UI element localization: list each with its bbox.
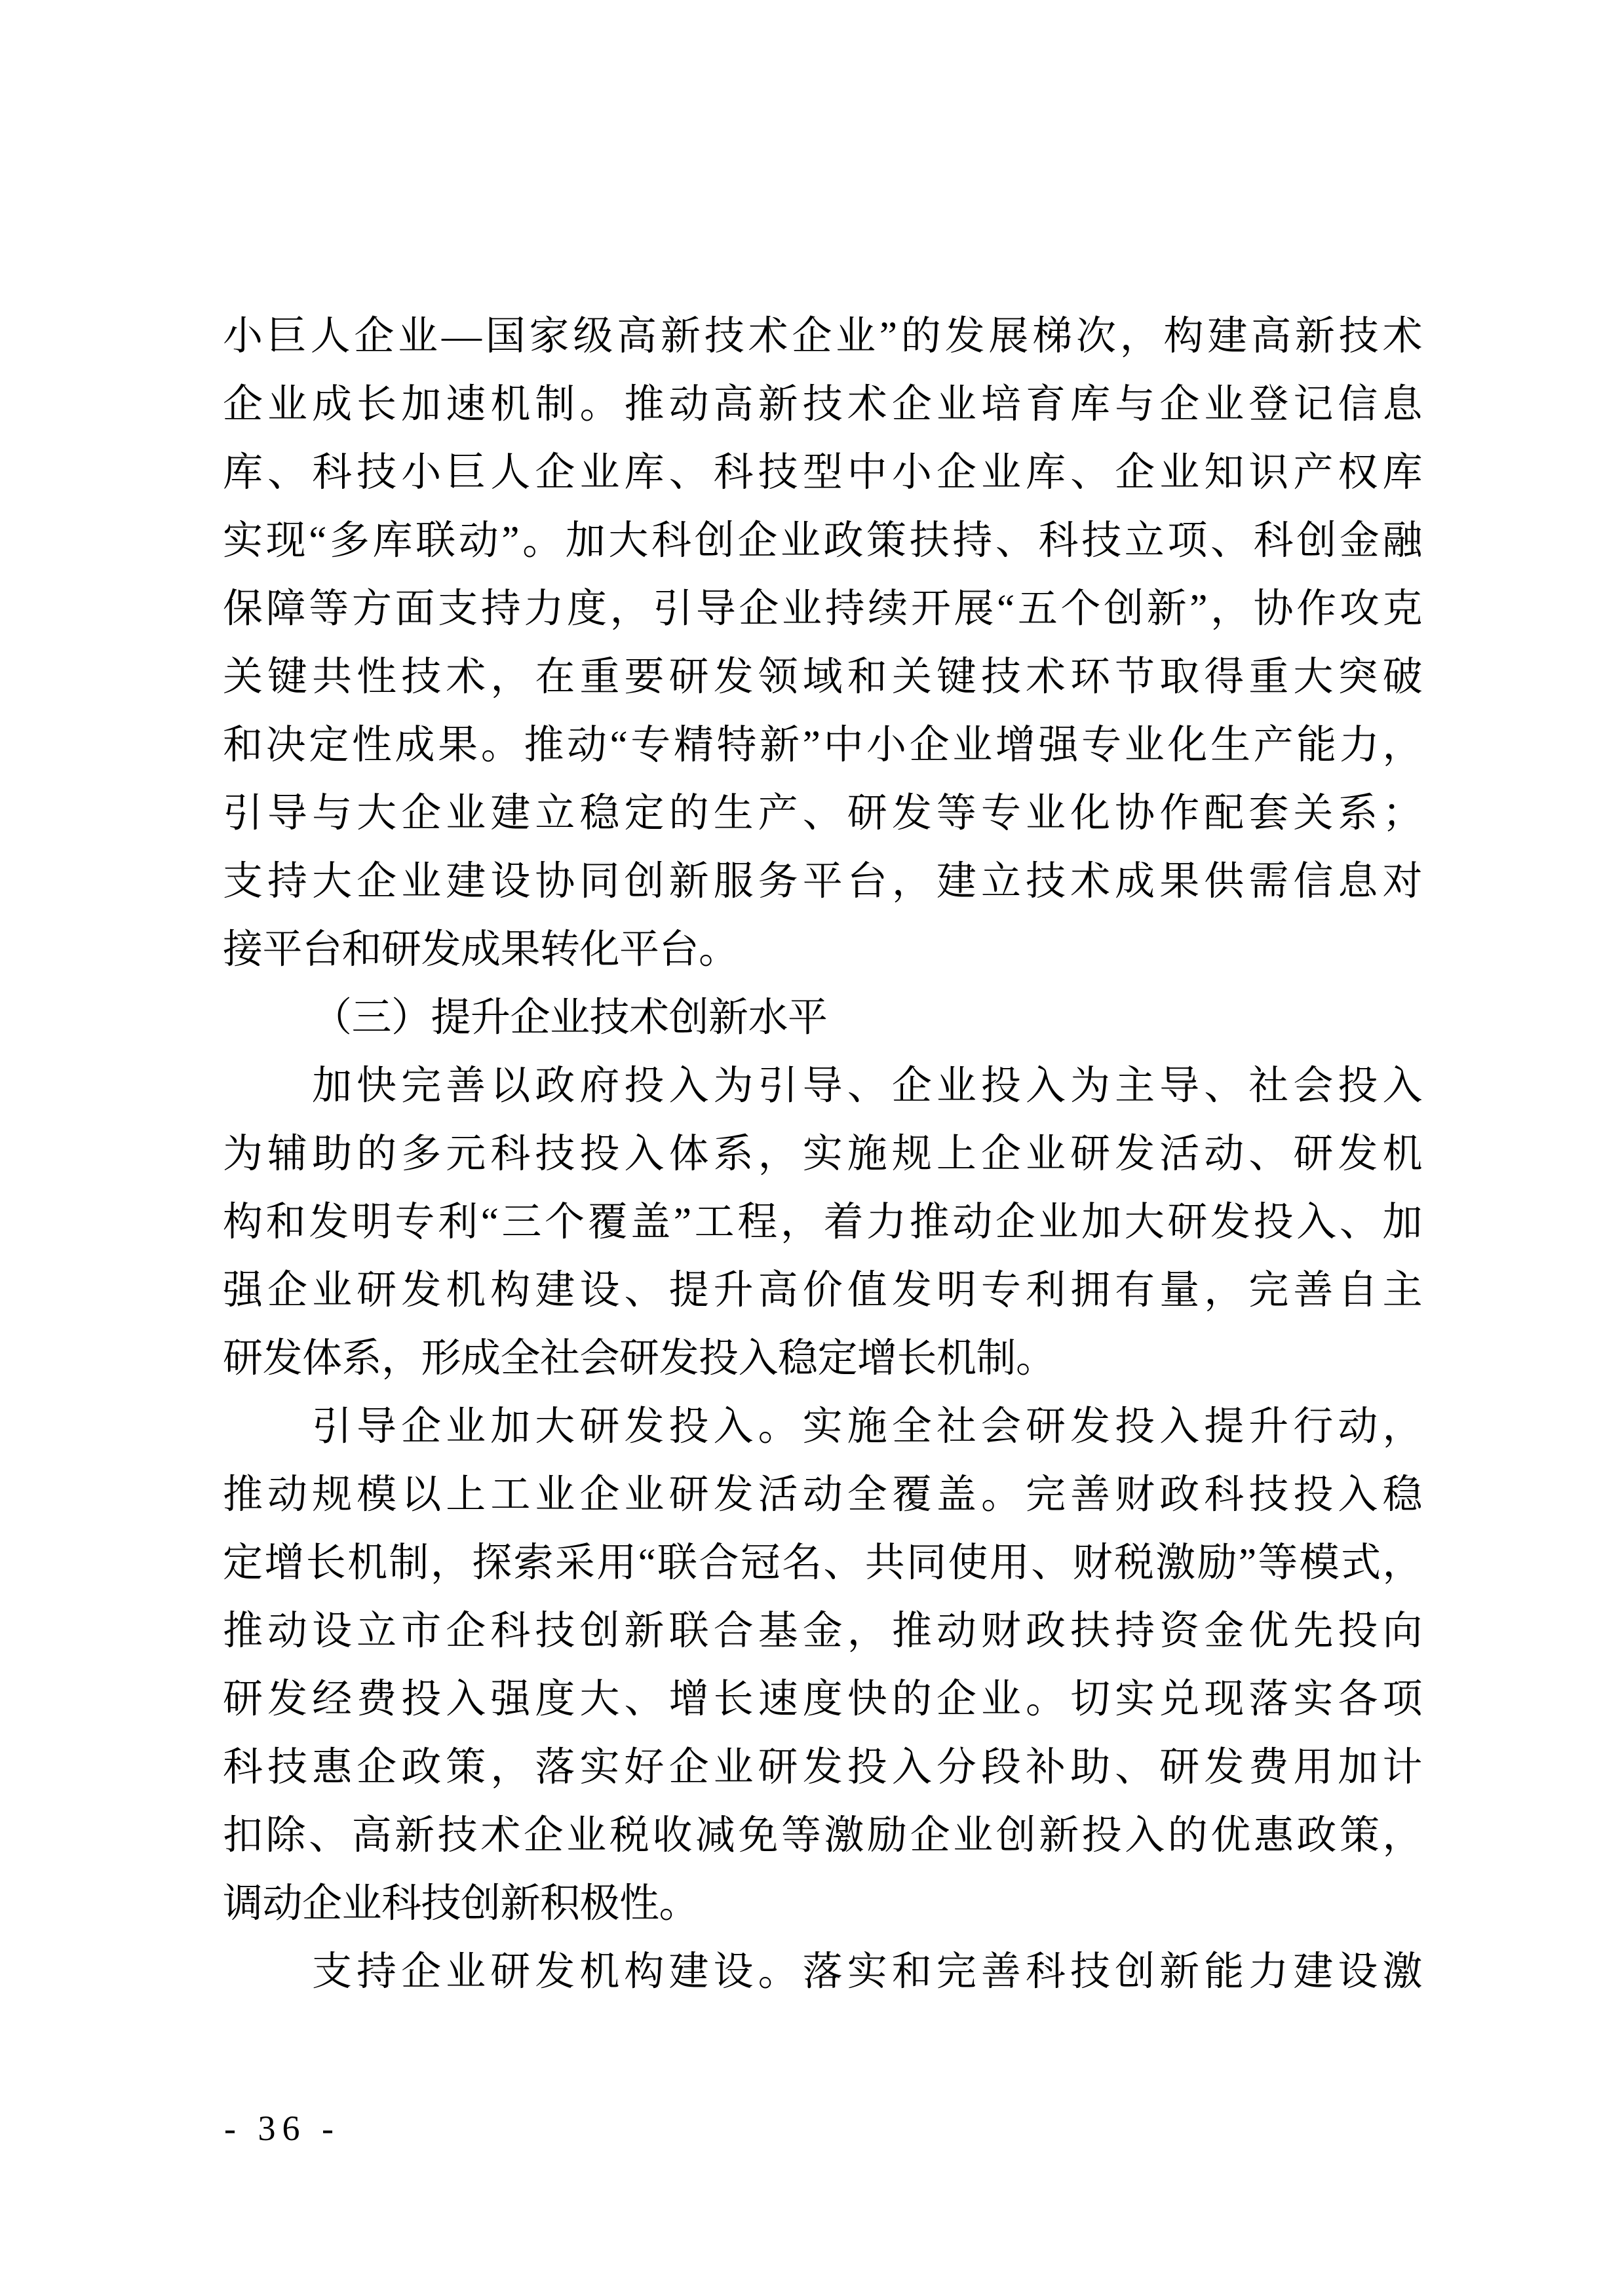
- page-number: - 36 -: [224, 2109, 340, 2148]
- text-line: 推动设立市企科技创新联合基金，推动财政扶持资金优先投向: [223, 1609, 1422, 1653]
- text-line: 研发体系，形成全社会研发投入稳定增长机制。: [223, 1337, 1056, 1381]
- text-line: 为辅助的多元科技投入体系，实施规上企业研发活动、研发机: [223, 1132, 1422, 1176]
- document-body: [223, 303, 1422, 2006]
- section-heading: （三）提升企业技术创新水平: [312, 996, 828, 1040]
- text-line: 企业成长加速机制。推动高新技术企业培育库与企业登记信息: [223, 383, 1422, 427]
- text-line: 加快完善以政府投入为引导、企业投入为主导、社会投入: [312, 1064, 1422, 1108]
- text-line: 接平台和研发成果转化平台。: [223, 928, 739, 972]
- text-line: 库、科技小巨人企业库、科技型中小企业库、企业知识产权库: [223, 451, 1422, 495]
- text-line: 定增长机制，探索采用“联合冠名、共同使用、财税激励”等模式，: [223, 1541, 1422, 1585]
- text-line: 小巨人企业—国家级高新技术企业”的发展梯次，构建高新技术: [223, 315, 1422, 358]
- text-line: 推动规模以上工业企业研发活动全覆盖。完善财政科技投入稳: [223, 1473, 1422, 1517]
- text-line: 引导企业加大研发投入。实施全社会研发投入提升行动，: [312, 1405, 1422, 1449]
- text-line: 科技惠企政策，落实好企业研发投入分段补助、研发费用加计: [223, 1746, 1422, 1789]
- text-line: 和决定性成果。推动“专精特新”中小企业增强专业化生产能力，: [223, 723, 1422, 767]
- text-line: 调动企业科技创新积极性。: [223, 1882, 699, 1926]
- text-line: 关键共性技术，在重要研发领域和关键技术环节取得重大突破: [223, 655, 1422, 699]
- text-line: 研发经费投入强度大、增长速度快的企业。切实兑现落实各项: [223, 1677, 1422, 1721]
- text-line: 实现“多库联动”。加大科创企业政策扶持、科技立项、科创金融: [223, 519, 1422, 563]
- text-line: 保障等方面支持力度，引导企业持续开展“五个创新”，协作攻克: [223, 587, 1422, 631]
- text-line: 支持企业研发机构建设。落实和完善科技创新能力建设激: [312, 1950, 1422, 1994]
- text-line: 强企业研发机构建设、提升高价值发明专利拥有量，完善自主: [223, 1269, 1422, 1312]
- text-line: 引导与大企业建立稳定的生产、研发等专业化协作配套关系；: [223, 792, 1422, 835]
- text-line: 构和发明专利“三个覆盖”工程，着力推动企业加大研发投入、加: [223, 1200, 1422, 1244]
- text-line: 扣除、高新技术企业税收减免等激励企业创新投入的优惠政策，: [223, 1814, 1422, 1858]
- text-line: 支持大企业建设协同创新服务平台，建立技术成果供需信息对: [223, 860, 1422, 904]
